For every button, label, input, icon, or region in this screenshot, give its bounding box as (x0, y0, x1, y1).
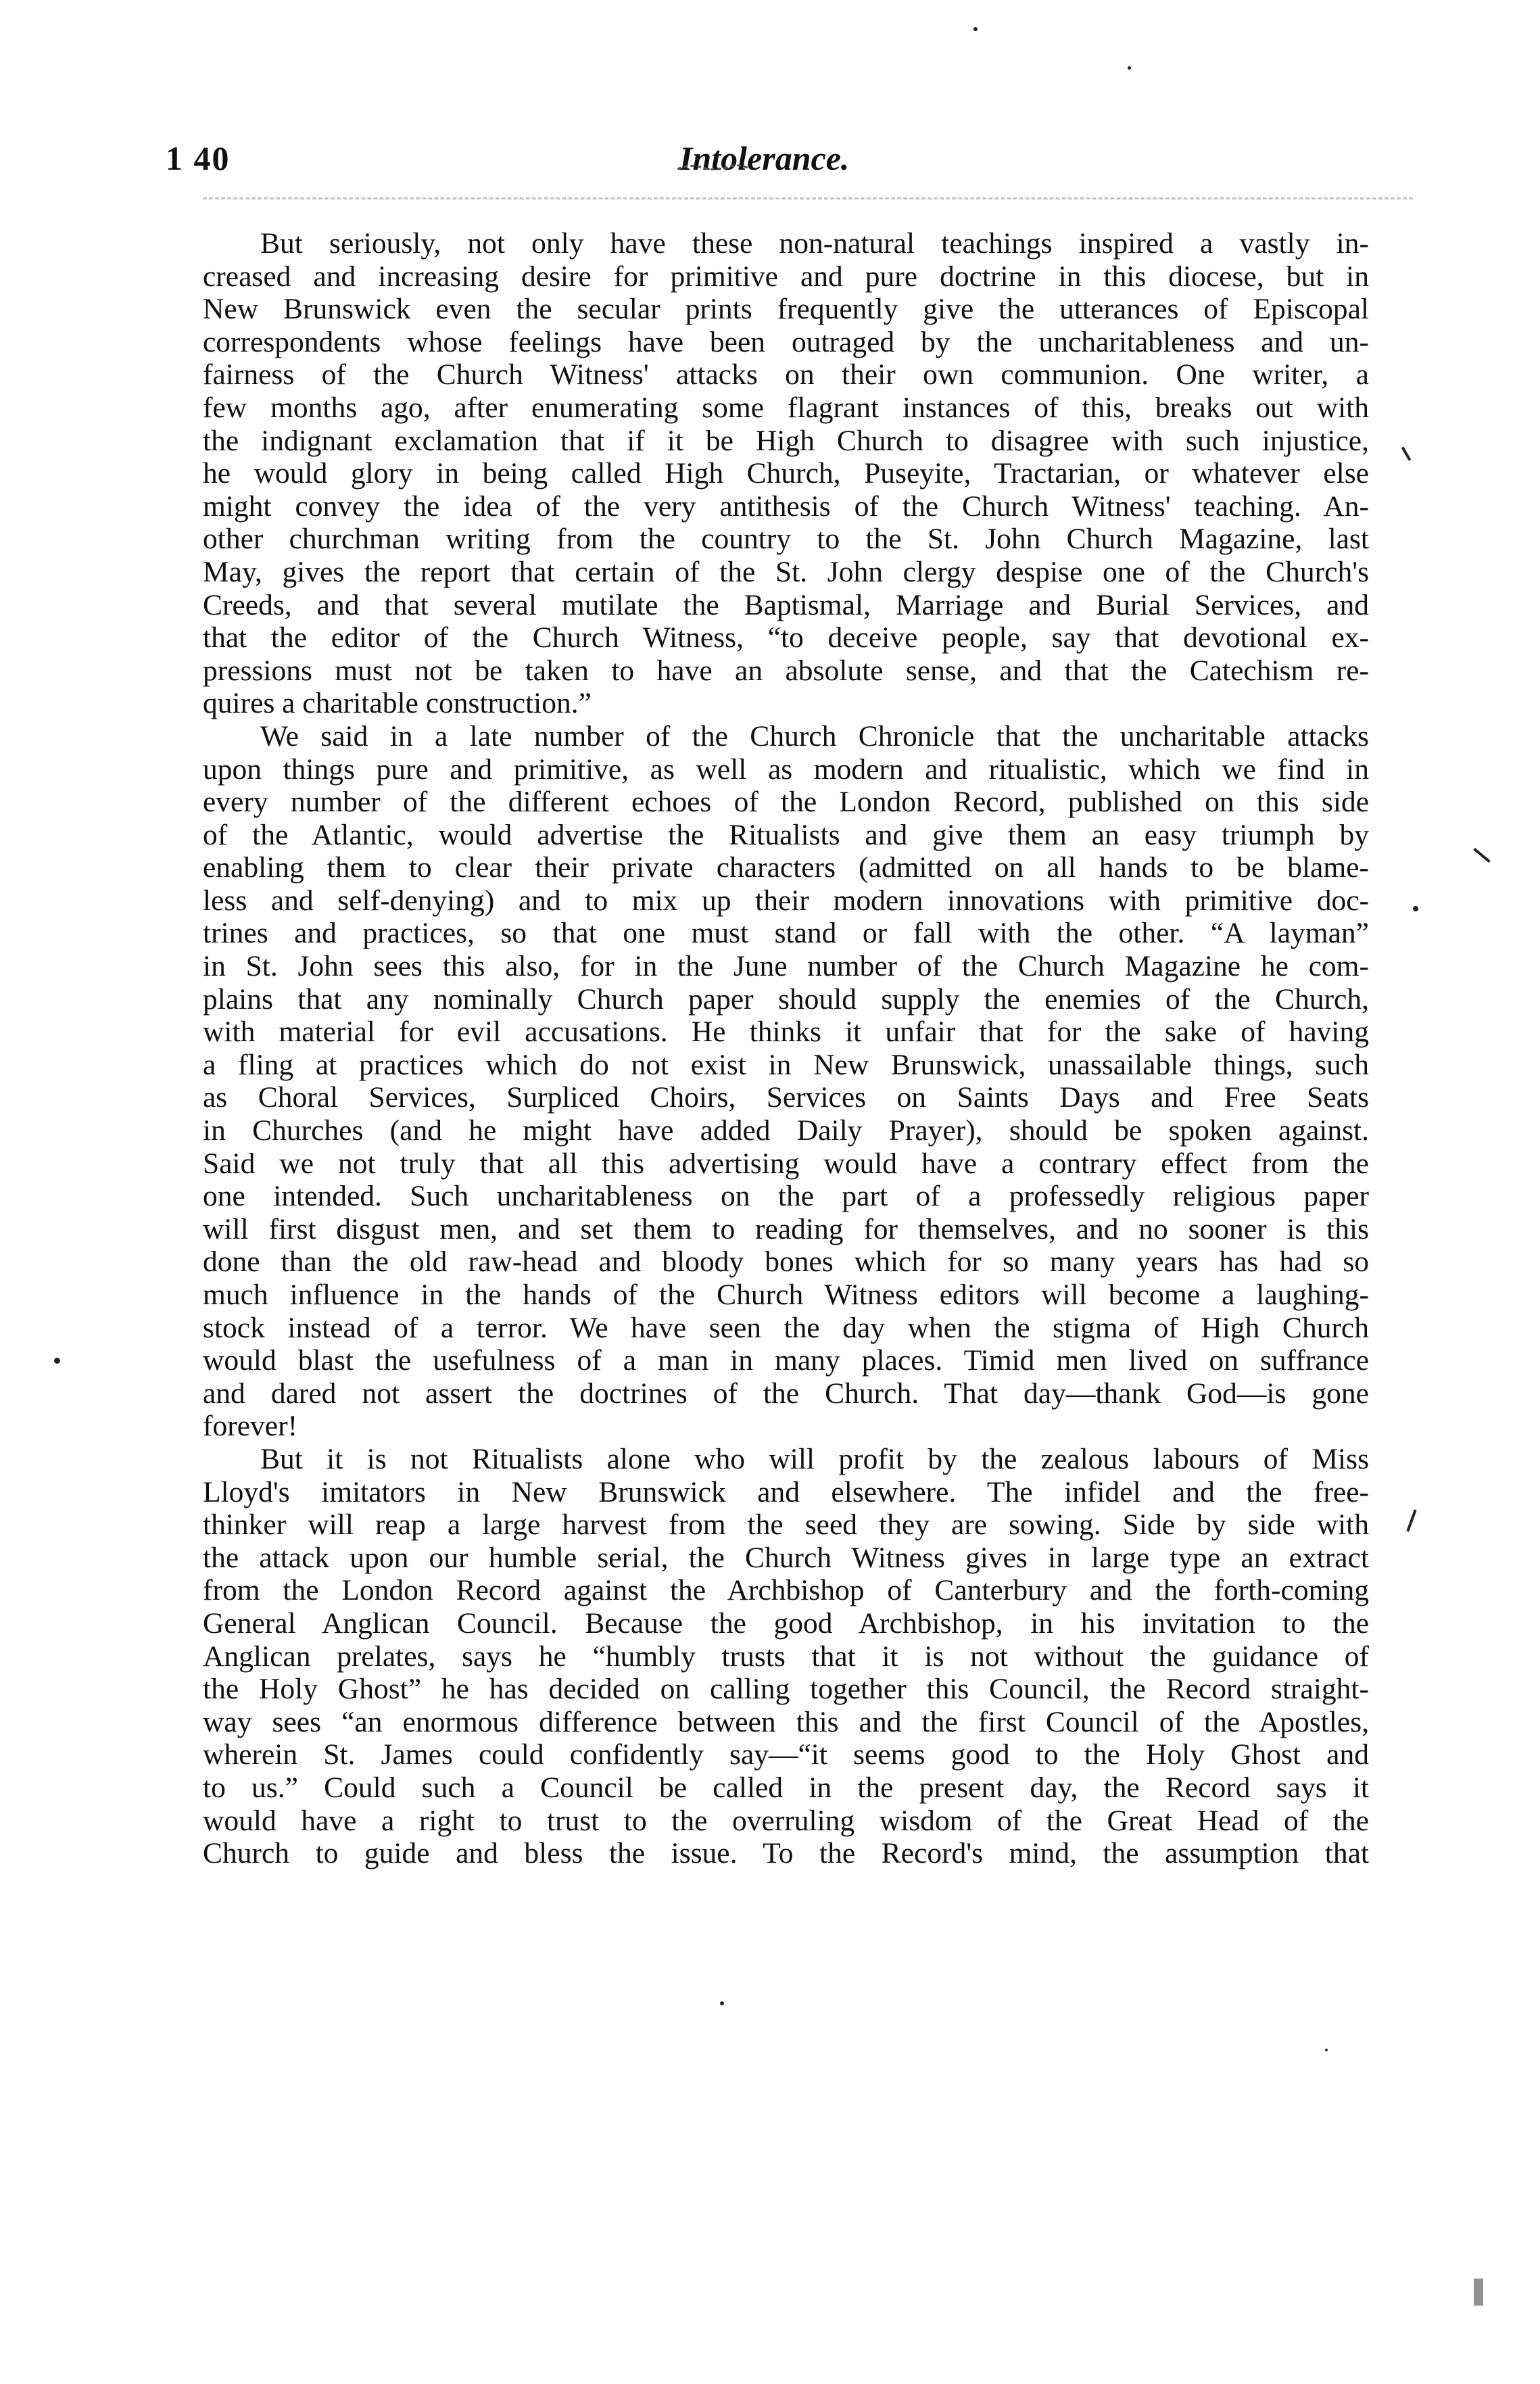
text-line: to us.” Could such a Council be called in the present day, the Record says it (203, 1771, 1369, 1804)
margin-pen-mark (1406, 1509, 1416, 1531)
text-line: might convey the idea of the very antithesis of the Church Witness' teaching. An- (203, 490, 1369, 523)
text-line: with material for evil accusations. He thinks it unfair that for the sake of having (203, 1016, 1369, 1049)
text-line: May, gives the report that certain of the St. John clergy despise one of the Church's (203, 555, 1369, 588)
text-line: enabling them to clear their private characters (admitted on all hands to be blame- (203, 851, 1369, 884)
ink-flourish-icon (676, 161, 757, 174)
text-line: correspondents whose feelings have been outraged by the uncharitableness and un- (203, 325, 1369, 358)
text-line: But seriously, not only have these non-natural teachings inspired a vastly in- (260, 227, 1369, 260)
text-line: thinker will reap a large harvest from the seed they are sowing. Side by side with (203, 1508, 1369, 1542)
text-line: wherein St. James could confidently say—“it seems good to the Holy Ghost and (203, 1738, 1369, 1771)
text-line: and dared not assert the doctrines of the Church. That day—thank God—is gone (203, 1377, 1369, 1410)
ink-speck (973, 27, 978, 31)
text-line: as Choral Services, Surpliced Choirs, Services on Saints Days and Free Seats (203, 1081, 1369, 1114)
text-line: the attack upon our humble serial, the Church Witness gives in large type an extract (203, 1541, 1369, 1574)
text-line: he would glory in being called High Church, Puseyite, Tractarian, or whatever else (203, 457, 1369, 490)
page-title: Intolerance. (679, 139, 850, 177)
text-line: less and self-denying) and to mix up their modern innovations with primitive doc- (203, 884, 1369, 917)
text-line: will first disgust men, and set them to reading for themselves, and no sooner is this (203, 1212, 1369, 1245)
text-line: pressions must not be taken to have an absolute sense, and that the Catechism re- (203, 654, 1369, 687)
text-line: stock instead of a terror. We have seen the day when the stigma of High Church (203, 1311, 1369, 1344)
text-line: much influence in the hands of the Church Witness editors will become a laughing- (203, 1279, 1369, 1311)
ink-speck (720, 2001, 724, 2005)
text-line: would have a right to trust to the overruling wisdom of the Great Head of the (203, 1804, 1369, 1837)
text-line: We said in a late number of the Church Chronicle that the uncharitable attacks (260, 719, 1369, 753)
text-line: quires a charitable construction.” (203, 687, 592, 720)
text-line: Lloyd's imitators in New Brunswick and elsewhere. The infidel and the free- (203, 1475, 1369, 1508)
text-line: few months ago, after enumerating some flagrant instances of this, breaks out with (203, 391, 1369, 424)
text-line: in St. John sees this also, for in the June number of the Church Magazine he com- (203, 950, 1369, 983)
margin-pen-mark (1401, 446, 1411, 460)
text-line: every number of the different echoes of the London Record, published on this side (203, 786, 1369, 819)
text-line: Anglican prelates, says he “humbly trusts that it is not without the guidance of (203, 1640, 1369, 1673)
running-head (166, 139, 1382, 186)
text-line: Creeds, and that several mutilate the Baptismal, Marriage and Burial Services, and (203, 588, 1369, 621)
text-line: done than the old raw-head and bloody bones which for so many years has had so (203, 1245, 1369, 1279)
header-divider (203, 197, 1413, 199)
ink-speck (1325, 2049, 1328, 2051)
ink-speck (1413, 906, 1418, 911)
text-line: that the editor of the Church Witness, “to deceive people, say that devotional ex- (203, 621, 1369, 654)
ink-speck (54, 1358, 60, 1364)
text-line: Said we not truly that all this advertising would have a contrary effect from the (203, 1147, 1369, 1180)
text-line: would blast the usefulness of a man in many places. Timid men lived on suffrance (203, 1344, 1369, 1377)
page-number: 1 40 (166, 139, 231, 177)
body-text (203, 227, 1369, 1870)
text-line: in Churches (and he might have added Daily Prayer), should be spoken against. (203, 1114, 1369, 1147)
text-line: one intended. Such uncharitableness on the part of a professedly religious paper (203, 1180, 1369, 1213)
text-line: But it is not Ritualists alone who will profit by the zealous labours of Miss (260, 1442, 1369, 1475)
text-line: a fling at practices which do not exist in New Brunswick, unassailable things, such (203, 1048, 1369, 1081)
margin-pen-mark (1473, 848, 1491, 863)
text-line: the indignant exclamation that if it be High Church to disagree with such injustice, (203, 424, 1369, 457)
text-line: the Holy Ghost” he has decided on calling together this Council, the Record straight- (203, 1673, 1369, 1706)
text-line: forever! (203, 1410, 298, 1443)
text-line: way sees “an enormous difference between this and the first Council of the Apostles, (203, 1705, 1369, 1738)
text-line: of the Atlantic, would advertise the Ritualists and give them an easy triumph by (203, 818, 1369, 851)
text-line: General Anglican Council. Because the good Archbishop, in his invitation to the (203, 1606, 1369, 1640)
text-line: trines and practices, so that one must stand or fall with the other. “A layman” (203, 917, 1369, 950)
text-line: Church to guide and bless the issue. To the Record's mind, the assumption that (203, 1837, 1369, 1870)
text-line: New Brunswick even the secular prints frequently give the utterances of Episcopal (203, 293, 1369, 326)
ink-speck (1128, 66, 1131, 70)
text-line: other churchman writing from the country to the St. John Church Magazine, last (203, 523, 1369, 556)
text-line: upon things pure and primitive, as well as modern and ritualistic, which we find in (203, 753, 1369, 786)
text-line: from the London Record against the Archbishop of Canterbury and the forth-coming (203, 1574, 1369, 1607)
text-line: plains that any nominally Church paper should supply the enemies of the Church, (203, 982, 1369, 1016)
margin-pen-mark (1474, 2279, 1483, 2306)
text-line: creased and increasing desire for primitive and pure doctrine in this diocese, but in (203, 260, 1369, 293)
text-line: fairness of the Church Witness' attacks on their own communion. One writer, a (203, 358, 1369, 391)
